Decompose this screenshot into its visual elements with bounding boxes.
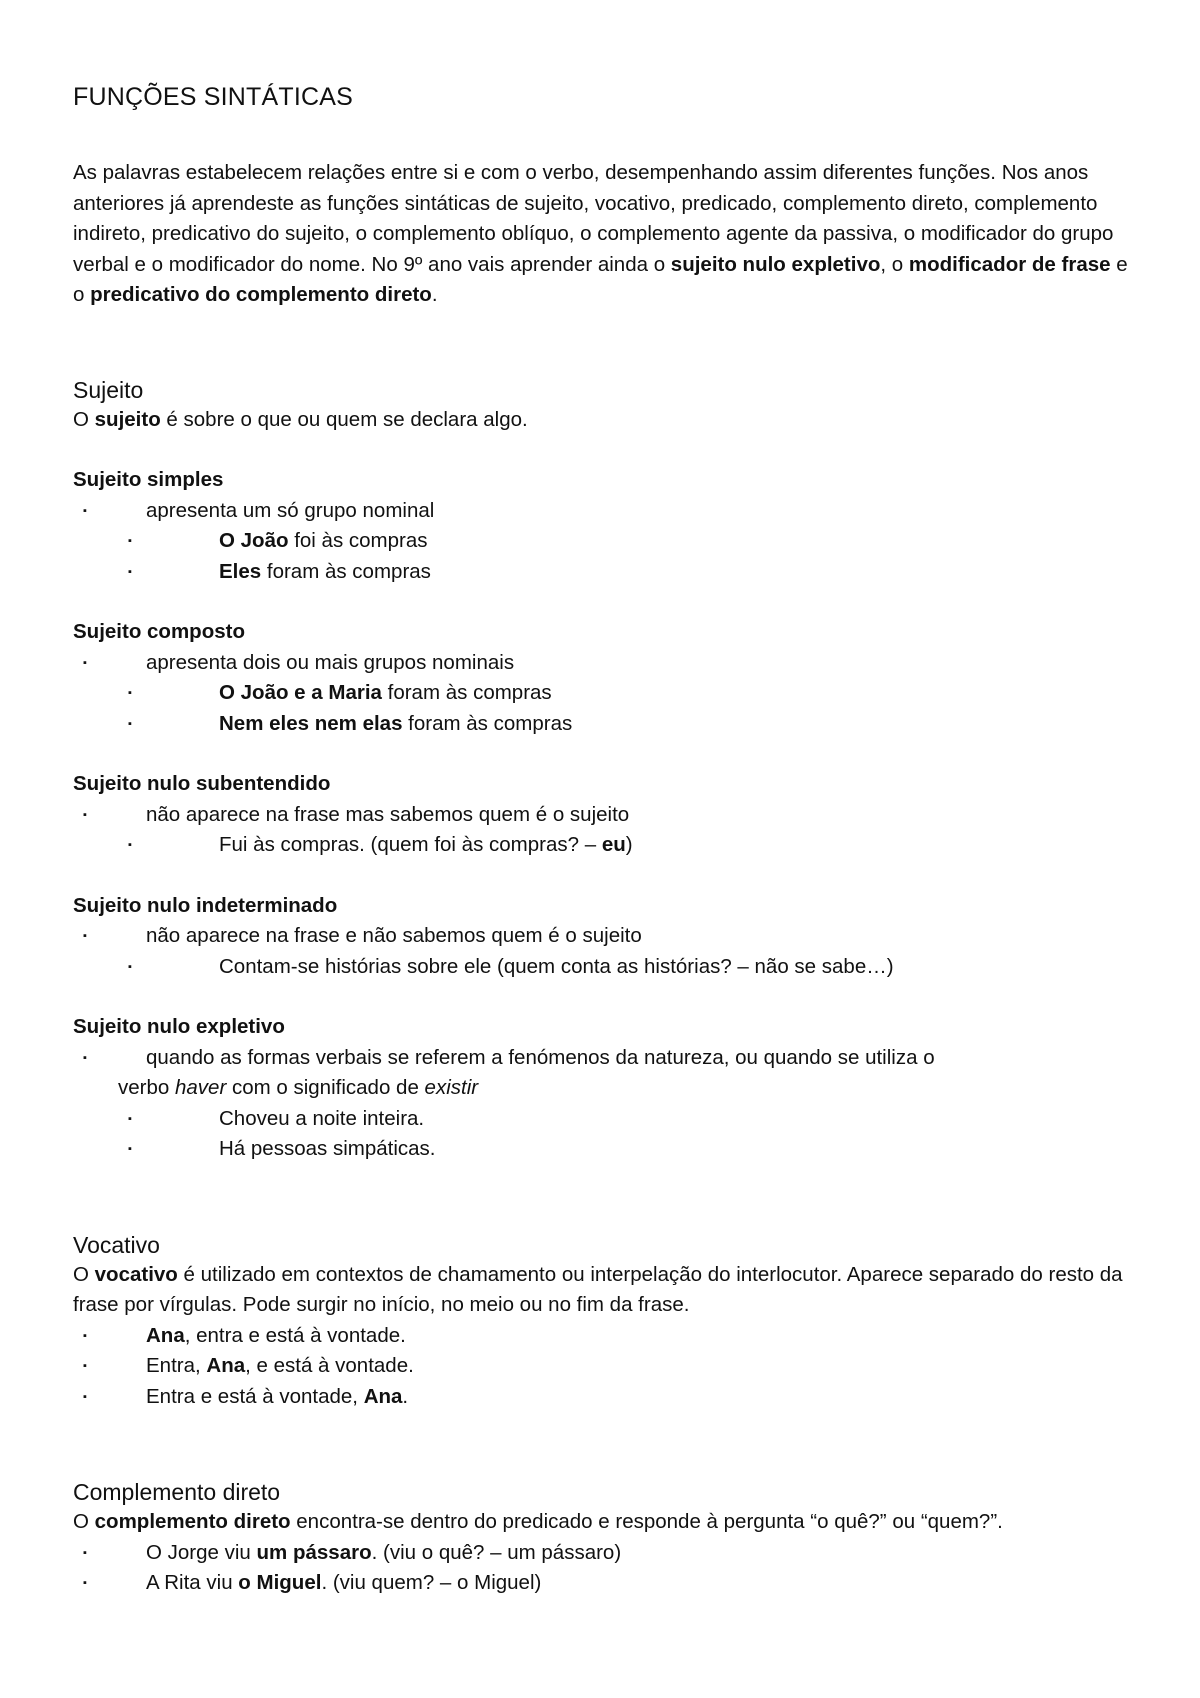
subheading-sujeito-simples: Sujeito simples <box>73 468 224 491</box>
section-heading-vocativo: Vocativo <box>73 1231 160 1258</box>
example-item <box>73 1568 1133 1599</box>
intro-bold-term: predicativo do complemento direto <box>90 283 432 306</box>
definition-text: é sobre o que ou quem se declara algo. <box>160 407 528 431</box>
bullet-icon: ▪ <box>83 1051 87 1064</box>
subheading-sujeito-nulo-subentendido: Sujeito nulo subentendido <box>73 772 331 795</box>
list-item <box>73 648 1133 679</box>
definition-text: é utilizado em contextos de chamamento ou interpelação do interlocutor. Aparece separado do resto da frase por vírgulas. Pode surgir no início, no meio ou no fim da frase. <box>73 1262 1123 1316</box>
bullet-icon: ▪ <box>83 1360 87 1372</box>
intro-text: . <box>431 283 438 306</box>
example-text: foram às compras <box>261 559 431 583</box>
definition-term: complemento direto <box>94 1510 291 1533</box>
bullet-icon: ▪ <box>128 565 132 578</box>
example-text: foi às compras <box>288 529 428 552</box>
list-item-text: não aparece na frase mas sabemos quem é o sujeito <box>146 802 630 826</box>
section-heading-complemento-direto: Complemento direto <box>73 1479 281 1505</box>
list-item-text: com o significado de <box>226 1076 425 1099</box>
list-item-text: quando as formas verbais se referem a fenómenos da natureza, ou quando se utiliza o <box>146 1045 935 1069</box>
list-item <box>73 800 1133 831</box>
definition-text: O <box>73 407 95 431</box>
list-sujeito-simples <box>73 496 1133 588</box>
example-text: Entra e está à vontade, <box>146 1384 364 1408</box>
bullet-icon: ▪ <box>83 504 87 517</box>
italic-term: existir <box>424 1076 479 1099</box>
example-text: . <box>402 1384 409 1408</box>
example-text: . (viu quem? – o Miguel) <box>321 1571 542 1594</box>
example-text: , e está à vontade. <box>245 1354 414 1377</box>
definition-text: O <box>73 1262 95 1286</box>
bullet-icon: ▪ <box>128 1143 132 1155</box>
list-item-continuation <box>73 1073 1133 1104</box>
definition-text: encontra-se dentro do predicado e responde à pergunta “o quê?” ou “quem?”. <box>290 1510 1003 1533</box>
example-text: Entra, <box>146 1354 207 1377</box>
vocativo-definition <box>73 1260 1133 1321</box>
italic-term: haver <box>174 1076 227 1099</box>
example-bold: O João <box>219 529 289 552</box>
list-sujeito-composto <box>73 648 1133 740</box>
example-text: O Jorge viu <box>146 1540 257 1564</box>
intro-text: e o <box>73 252 1128 306</box>
example-text: Choveu a noite inteira. <box>219 1106 425 1130</box>
example-bold: Ana <box>363 1384 403 1408</box>
example-item <box>73 1134 1133 1165</box>
example-text: Há pessoas simpáticas. <box>219 1137 436 1160</box>
example-text: , entra e está à vontade. <box>184 1323 406 1347</box>
example-item <box>73 1321 1133 1352</box>
intro-bold-term: modificador de frase <box>908 252 1111 276</box>
bullet-icon: ▪ <box>83 1577 87 1589</box>
example-text: ) <box>625 833 633 856</box>
subheading-sujeito-nulo-indeterminado: Sujeito nulo indeterminado <box>73 893 338 917</box>
intro-paragraph <box>73 158 1133 311</box>
list-item-text: apresenta um só grupo nominal <box>146 498 435 522</box>
page-title: FUNÇÕES SINTÁTICAS <box>73 83 354 111</box>
intro-bold-term: sujeito nulo expletivo <box>670 252 881 276</box>
complemento-direto-definition <box>73 1507 1133 1538</box>
example-bold: um pássaro <box>256 1540 372 1564</box>
bullet-icon: ▪ <box>83 1329 87 1342</box>
example-bold: o Miguel <box>238 1571 322 1594</box>
example-text: Fui às compras. (quem foi às compras? – <box>219 833 602 856</box>
list-item <box>73 921 1133 952</box>
list-sujeito-nulo-expletivo <box>73 1043 1133 1165</box>
example-item <box>73 830 1133 861</box>
subheading-sujeito-nulo-expletivo: Sujeito nulo expletivo <box>73 1015 285 1038</box>
list-item-text: não aparece na frase e não sabemos quem é o sujeito <box>146 924 642 947</box>
list-vocativo <box>73 1321 1133 1413</box>
list-sujeito-nulo-subentendido <box>73 800 1133 861</box>
example-item <box>73 709 1133 740</box>
bullet-icon: ▪ <box>128 960 132 973</box>
bullet-icon: ▪ <box>83 808 87 821</box>
bullet-icon: ▪ <box>128 687 132 699</box>
bullet-icon: ▪ <box>128 535 132 547</box>
example-bold: eu <box>601 833 626 856</box>
example-bold: Ana <box>146 1323 185 1347</box>
example-item <box>73 952 1133 983</box>
list-item <box>73 1043 1133 1074</box>
list-item-text: apresenta dois ou mais grupos nominais <box>146 650 515 674</box>
example-text: . (viu o quê? – um pássaro) <box>371 1540 622 1564</box>
list-complemento-direto <box>73 1538 1133 1599</box>
example-text: foram às compras <box>402 711 573 735</box>
example-item <box>73 1382 1133 1413</box>
list-item <box>73 496 1133 527</box>
example-text: foram às compras <box>381 681 552 704</box>
example-text: A Rita viu <box>146 1571 239 1594</box>
example-item <box>73 526 1133 557</box>
bullet-icon: ▪ <box>83 1546 87 1559</box>
bullet-icon: ▪ <box>83 930 87 942</box>
bullet-icon: ▪ <box>83 1390 87 1403</box>
bullet-icon: ▪ <box>83 656 87 669</box>
definition-text: O <box>73 1510 95 1533</box>
section-heading-sujeito: Sujeito <box>73 376 144 403</box>
example-text: Contam-se histórias sobre ele (quem conta as histórias? – não se sabe…) <box>219 954 894 978</box>
bullet-icon: ▪ <box>128 1112 132 1125</box>
example-bold: Eles <box>219 559 262 583</box>
intro-text: , o <box>880 252 909 276</box>
example-item <box>73 1104 1133 1135</box>
example-bold: Nem eles nem elas <box>219 711 403 735</box>
definition-term: vocativo <box>94 1262 178 1286</box>
example-bold: Ana <box>206 1354 246 1377</box>
example-bold: O João e a Maria <box>219 681 382 704</box>
example-item <box>73 678 1133 709</box>
bullet-icon: ▪ <box>128 717 132 730</box>
bullet-icon: ▪ <box>128 839 132 851</box>
document-page <box>73 72 1133 1599</box>
subheading-sujeito-composto: Sujeito composto <box>73 620 245 643</box>
sujeito-definition <box>73 405 1133 436</box>
example-item <box>73 1538 1133 1569</box>
example-item <box>73 1351 1133 1382</box>
example-item <box>73 557 1133 588</box>
definition-term: sujeito <box>94 407 161 431</box>
list-sujeito-nulo-indeterminado <box>73 921 1133 982</box>
list-item-text: verbo <box>118 1076 175 1099</box>
intro-text: As palavras estabelecem relações entre si e com o verbo, desempenhando assim diferentes funções. Nos anos anteriores já aprendeste as funções sintáticas de sujeito, vocativo, predicado, complemento direto, complemento indireto, predicativo do sujeito, o complemento oblíquo, o complemento agente da passiva, o modificador do grupo verbal e o modificador do nome. No 9º ano vais aprender ainda o <box>73 161 1114 276</box>
